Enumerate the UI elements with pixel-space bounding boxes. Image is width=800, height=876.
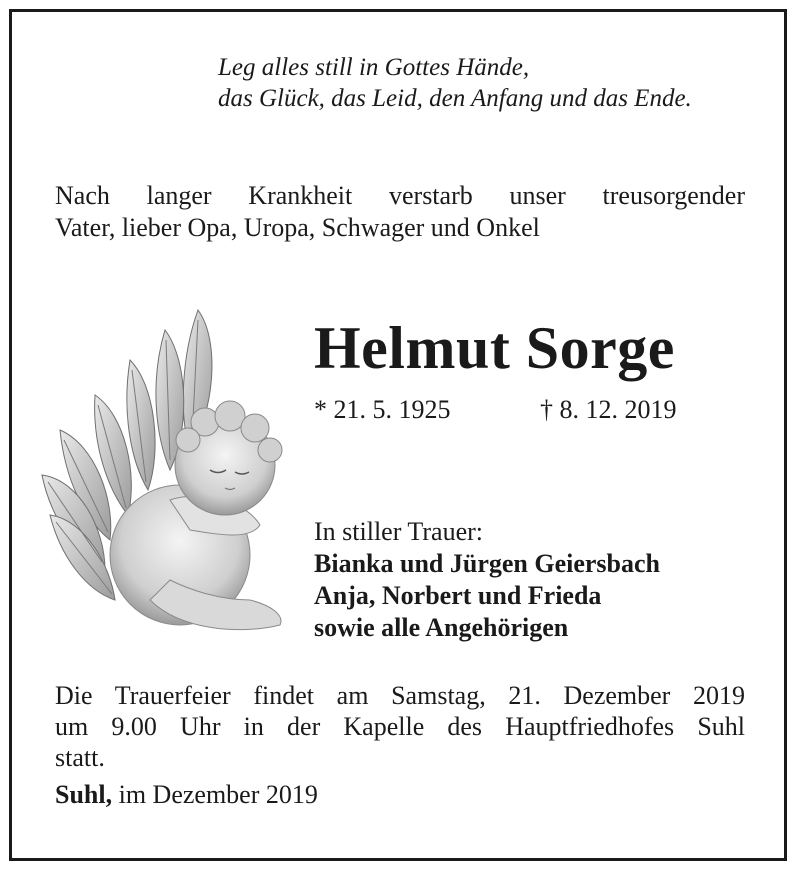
ceremony-line-2: um 9.00 Uhr in der Kapelle des Hauptfriedhofes Suhl — [55, 712, 745, 741]
death-date: † 8. 12. 2019 — [540, 395, 677, 424]
place-month: im Dezember 2019 — [118, 780, 318, 809]
verse — [218, 52, 692, 114]
life-dates — [314, 395, 677, 425]
ceremony-line-3: statt. — [55, 743, 105, 772]
place-city: Suhl, — [55, 780, 113, 809]
ceremony-text — [55, 680, 745, 773]
intro-text — [55, 180, 745, 244]
birth-date: * 21. 5. 1925 — [314, 395, 451, 424]
mourners-heading: In stiller Trauer: — [314, 517, 483, 546]
deceased-name: Helmut Sorge — [314, 315, 675, 381]
mourner-line-2: Anja, Norbert und Frieda — [314, 581, 602, 610]
mourner-line-1: Bianka und Jürgen Geiersbach — [314, 549, 661, 578]
intro-line-1: Nach langer Krankheit verstarb unser treusorgender — [55, 181, 745, 210]
mourners — [314, 516, 660, 644]
verse-line-2: das Glück, das Leid, den Anfang und das Ende. — [218, 85, 692, 112]
sleeping-angel-icon — [30, 300, 290, 645]
ceremony-line-1: Die Trauerfeier findet am Samstag, 21. Dezember 2019 — [55, 681, 745, 710]
intro-line-2: Vater, lieber Opa, Uropa, Schwager und Onkel — [55, 213, 540, 242]
mourner-line-3: sowie alle Angehörigen — [314, 613, 569, 642]
place-date — [55, 780, 318, 810]
verse-line-1: Leg alles still in Gottes Hände, — [218, 54, 530, 81]
